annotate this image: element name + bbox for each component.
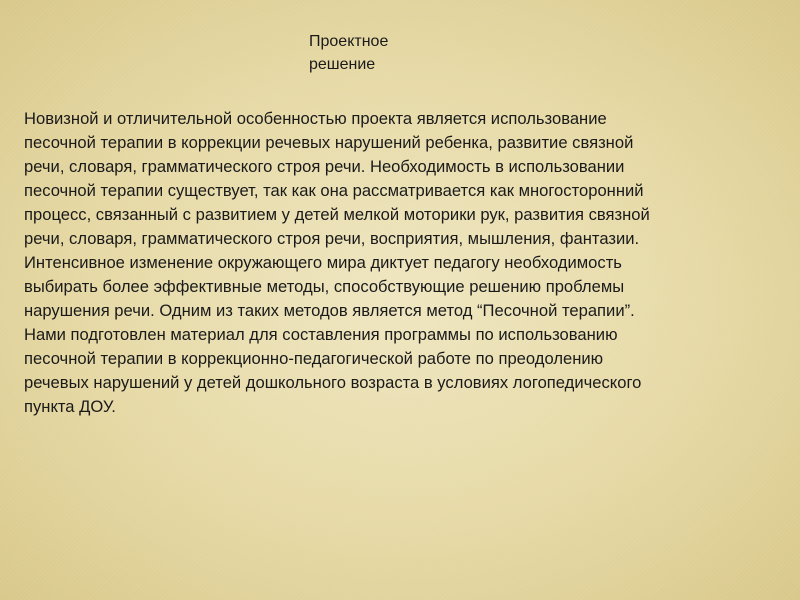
slide-title: Проектное решение bbox=[309, 33, 389, 73]
slide-body-text: Новизной и отличительной особенностью проекта является использование песочной терапии в коррекции речевых нарушений ребенка, развитие связной речи, словаря, грамматического строя речи. Необходимость в использовании песочной терапии существует, так как она рассматривается как многосторонний процесс, связанный с развитием у детей мелкой моторики рук, развития связной речи, словаря, грамматического строя речи, восприятия, мышления, фантазии. Интенсивное изменение окружающего мира диктует педагогу необходимость выбирать более эффективные методы, способствующие решению проблемы нарушения речи. Одним из таких методов является метод “Песочной терапии”. Нами подготовлен материал для составления программы по использованию песочной терапии в коррекционно-педагогической работе по преодолению речевых нарушений у детей дошкольного возраста в условиях логопедического пункта ДОУ. bbox=[24, 109, 650, 416]
